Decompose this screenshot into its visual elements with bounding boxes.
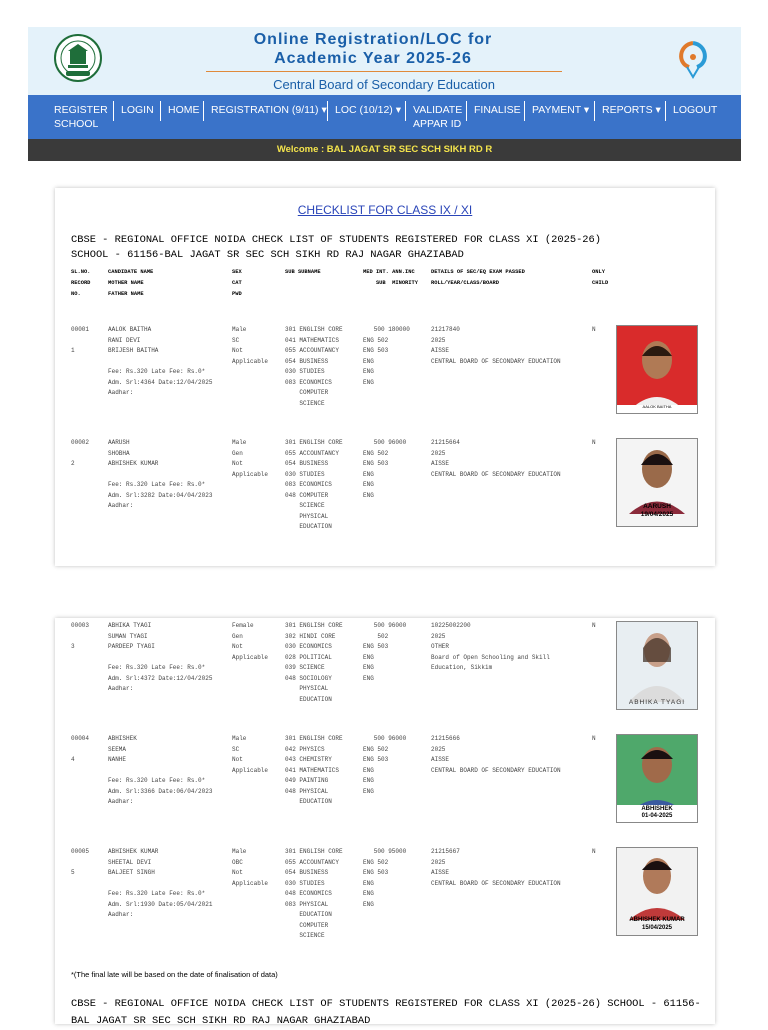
site-header (28, 27, 741, 95)
nav-login[interactable]: LOGIN (121, 104, 154, 116)
nav-home[interactable]: HOME (168, 104, 200, 116)
student-photo: AARUSH 19/04/2025 (616, 438, 698, 527)
col-sex-cat: SEX CAT PWD (232, 269, 242, 297)
student-photo: ABHISHEK KUMAR 15/04/2025 (616, 847, 698, 936)
checklist-title-link[interactable]: CHECKLIST FOR CLASS IX / XI (297, 203, 473, 217)
col-candidate-name: CANDIDATE NAME MOTHER NAME FATHER NAME (108, 269, 154, 297)
cbse-emblem-icon (53, 33, 103, 83)
report-heading: CBSE - REGIONAL OFFICE NOIDA CHECK LIST OF STUDENTS REGISTERED FOR CLASS XI (2025-26) SCHOOL - 61156-BAL JAGAT SR SEC SCH SIKH RD RAJ NAGAR GHAZIABAD (71, 234, 602, 261)
nav-registration[interactable]: REGISTRATION (9/11) ▾ (211, 104, 327, 116)
nav-register-school[interactable]: REGISTER SCHOOL (54, 104, 108, 130)
nav-reports[interactable]: REPORTS ▾ (602, 104, 661, 116)
col-sl-no: SL.NO. RECORD NO. (71, 269, 91, 297)
checklist-page-1: CHECKLIST FOR CLASS IX / XI CBSE - REGIONAL OFFICE NOIDA CHECK LIST OF STUDENTS REGISTERED FOR CLASS XI (2025-26) SCHOOL - 61156-BAL JAGAT SR SEC SCH SIKH RD RAJ NAGAR GHAZIABAD SL.NO. RECORD NO. CANDIDATE NAME MOTHER NAME FATHER NAME SEX CAT PWD SUB SUBNAME MED INT. ANN.INC SUB MINORITY DETAILS OF SEC/EQ EXAM PASSED ROLL/YEAR/CLASS/BOARD ONLY CHILD 00001 1 AALOK BAITHA RANI DEVI BRIJESH BAITHA Fee: Rs.320 Late Fee: Rs.0* Adm. Srl:4364 Date:12/04/2025 Aadhar: Male SC Not Applicable 301 ENGLISH CORE 041 MATHEMATICS 055 ACCOUNTANCY 054 BUSINESS 030 STUDIES 083 ECONOMICS COMPUTER SCIENCE 500 180000 ENG 502 ENG 503 ENG ENG ENG 21217840 2025 AISSE CENTRAL BOARD OF SECONDARY EDUCATION N AALOK BAITHA 00002 2 AARUSH SHOBHA ABHISHEK KUMAR Fee: Rs.320 Late Fee: Rs.0* Adm. Srl:3282 Date:04/04/2023 Aadhar: Male Gen Not Applicable 301 ENGLISH CORE 055 ACCOUNTANCY 054 BUSINESS 030 STUDIES 083 ECONOMICS 048 COMPUTER SCIENCE PHYSICAL EDUCATION 500 96000 ENG 502 ENG 503 ENG ENG ENG 21215664 2025 AISSE CENTRAL BOARD OF SECONDARY EDUCATION N AARUSH 19/04/2025 (55, 188, 715, 566)
footnote: *(The final late will be based on the date of finalisation of data) (71, 970, 278, 979)
nav-loc[interactable]: LOC (10/12) ▾ (335, 104, 401, 116)
page-subtitle: Central Board of Secondary Education (273, 77, 495, 92)
col-only-child: ONLY CHILD (592, 269, 609, 286)
title-line-1: Online Registration/LOC for (253, 31, 493, 48)
welcome-banner: Welcome : BAL JAGAT SR SEC SCH SIKH RD R (28, 139, 741, 161)
col-medium-income: MED INT. ANN.INC SUB MINORITY (363, 269, 418, 286)
cbse-partner-logo-icon (671, 37, 715, 85)
nav-finalise[interactable]: FINALISE (474, 104, 521, 116)
main-nav (28, 95, 741, 139)
report-heading-repeat: CBSE - REGIONAL OFFICE NOIDA CHECK LIST OF STUDENTS REGISTERED FOR CLASS XI (2025-26) SCHOOL - 61156-BAL JAGAT SR SEC SCH SIKH RD RAJ NAGAR GHAZIABAD (71, 998, 701, 1027)
student-photo: ABHIKA TYAGI (616, 621, 698, 710)
student-photo: AALOK BAITHA (616, 325, 698, 414)
title-line-2: Academic Year 2025-26 (274, 50, 472, 67)
nav-payment[interactable]: PAYMENT ▾ (532, 104, 590, 116)
nav-logout[interactable]: LOGOUT (673, 104, 718, 116)
col-subject: SUB SUBNAME (285, 269, 321, 275)
page-title (228, 30, 518, 68)
student-photo: ABHISHEK 01-04-2025 (616, 734, 698, 823)
col-exam-details: DETAILS OF SEC/EQ EXAM PASSED ROLL/YEAR/CLASS/BOARD (431, 269, 525, 286)
nav-validate-appar-id[interactable]: VALIDATE APPAR ID (413, 104, 463, 130)
title-divider (206, 71, 562, 72)
checklist-page-2: 00003 3 ABHIKA TYAGI SUMAN TYAGI PARDEEP TYAGI Fee: Rs.320 Late Fee: Rs.0* Adm. Srl:4372 Date:12/04/2025 Aadhar: Female Gen Not Applicable 301 ENGLISH CORE 302 HINDI CORE 030 ECONOMICS 028 POLITICAL 039 SCIENCE 048 SOCIOLOGY PHYSICAL EDUCATION 500 96000 502 ENG 503 ENG ENG ENG 10225002200 2025 OTHER Board of Open Schooling and Skill Education, Sikkim N ABHIKA TYAGI 00004 4 ABHISHEK SEEMA NANHE Fee: Rs.320 Late Fee: Rs.0* Adm. Srl:3366 Date:06/04/2023 Aadhar: Male SC Not Applicable 301 ENGLISH CORE 042 PHYSICS 043 CHEMISTRY 041 MATHEMATICS 049 PAINTING 048 PHYSICAL EDUCATION 500 96000 ENG 502 ENG 503 ENG ENG ENG 21215666 2025 AISSE CENTRAL BOARD OF SECONDARY EDUCATION N ABHISHEK 01-04-2025 00005 5 ABHISHEK KUMAR SHEETAL DEVI BALJEET SINGH Fee: Rs.320 Late Fee: Rs.0* Adm. Srl:1930 Date:05/04/2021 Aadhar: Male OBC Not Applicable 301 ENGLISH CORE 055 ACCOUNTANCY 054 BUSINESS 030 STUDIES 048 ECONOMICS 083 PHYSICAL EDUCATION COMPUTER SCIENCE 500 95000 ENG 502 ENG 503 ENG ENG ENG 21215667 2025 AISSE CENTRAL BOARD OF SECONDARY EDUCATION N ABHISHEK KUMAR 15/04/2025 *(The final late will be based on the date of finalisation of data) CBSE - REGIONAL OFFICE NOIDA CHECK LIST OF STUDENTS REGISTERED FOR CLASS XI (2025-26) SCHOOL - 61156-BAL JAGAT SR SEC SCH SIKH RD RAJ NAGAR GHAZIABAD (55, 618, 715, 1024)
